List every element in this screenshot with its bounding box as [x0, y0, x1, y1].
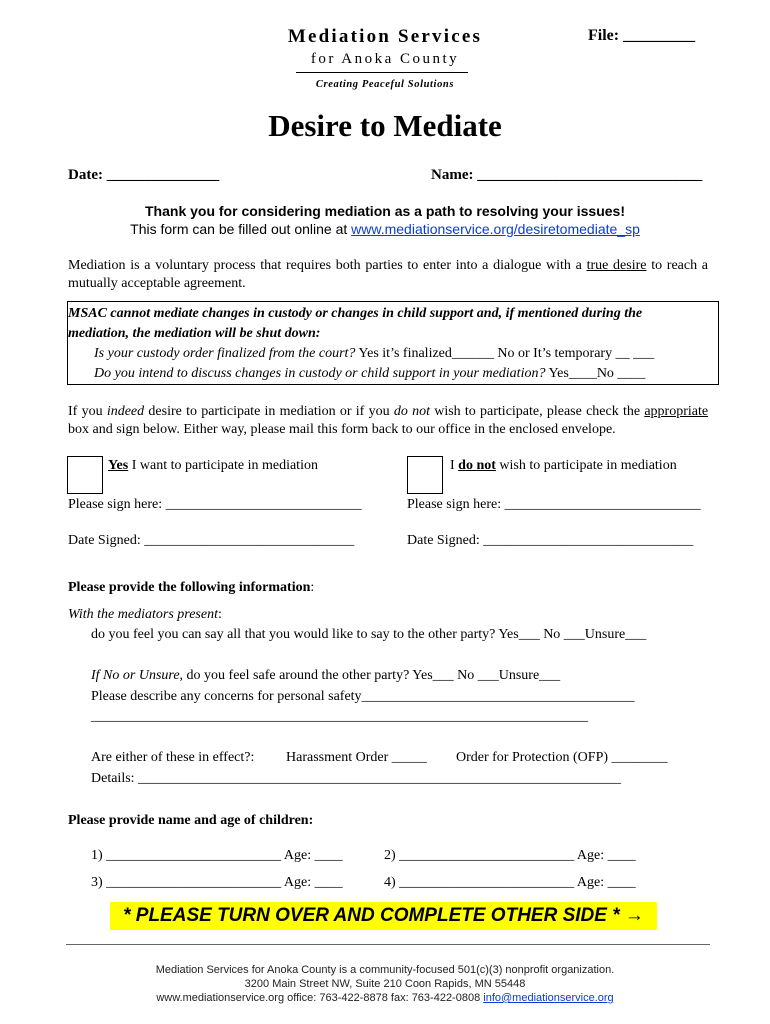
yes-option-label: Yes I want to participate in mediation	[108, 458, 318, 473]
footer-email-link[interactable]: info@mediationservice.org	[483, 992, 614, 1004]
sign-field-right[interactable]: Please sign here: ____________________________	[407, 497, 701, 512]
no-checkbox[interactable]	[407, 456, 443, 494]
org-name: Mediation Services	[287, 26, 483, 47]
support-answer[interactable]: Yes____No ____	[548, 366, 646, 381]
orders-in-effect-label: Are either of these in effect?:	[91, 750, 255, 765]
mediators-present-label: With the mediators present	[68, 607, 218, 622]
child-1-field[interactable]: 1) _________________________ Age: ____	[91, 848, 343, 863]
thanks-text: Thank you for considering mediation as a path to resolving your issues!	[145, 203, 625, 219]
safety-concerns-line-2[interactable]: _______________________________________________________________________	[91, 709, 588, 724]
footer-divider	[66, 944, 710, 945]
online-form-link[interactable]: www.mediationservice.org/desiretomediate_sp	[351, 221, 640, 237]
date-signed-right[interactable]: Date Signed: ______________________________	[407, 533, 694, 548]
info-heading: Please provide the following information:	[68, 580, 315, 595]
feel-safe-question[interactable]: If No or Unsure, do you feel safe around the other party? Yes___ No ___Unsure___	[91, 668, 561, 683]
ofp-field[interactable]: Order for Protection (OFP) ________	[456, 750, 668, 765]
file-field[interactable]: File: _________	[588, 27, 696, 44]
online-line	[0, 221, 770, 237]
no-option-label: I do not wish to participate in mediation	[450, 458, 677, 473]
details-field[interactable]: Details: _____________________________________________________________________	[91, 771, 622, 786]
org-subtitle: for Anoka County	[310, 51, 460, 67]
children-heading: Please provide name and age of children:	[68, 813, 314, 828]
intro-paragraph: Mediation is a voluntary process that requires both parties to enter into a dialogue with a true desire to reach a mutually acceptable agreement.	[68, 258, 709, 291]
footer-line-1: Mediation Services for Anoka County is a community-focused 501(c)(3) nonprofit organization.	[155, 964, 615, 976]
child-4-field[interactable]: 4) _________________________ Age: ____	[384, 875, 636, 890]
msac-notice-box	[67, 301, 719, 385]
child-3-field[interactable]: 3) _________________________ Age: ____	[91, 875, 343, 890]
footer-address: 3200 Main Street NW, Suite 210 Coon Rapids, MN 55448	[244, 978, 526, 990]
yes-checkbox[interactable]	[67, 456, 103, 494]
turn-over-banner: * PLEASE TURN OVER AND COMPLETE OTHER SIDE * →	[110, 902, 657, 930]
instructions-paragraph: If you indeed desire to participate in mediation or if you do not wish to participate, please check the appropriate box and sign below. Either way, please mail this form back to our office in the enclosed envelope.	[68, 404, 709, 437]
true-desire-text: true desire	[586, 258, 647, 273]
footer-contact: www.mediationservice.org office: 763-422-8878 fax: 763-422-0808 info@mediationservice.org	[156, 992, 614, 1004]
safety-concerns-field[interactable]: Please describe any concerns for personal safety_______________________________________	[91, 689, 635, 704]
msac-line-2: mediation, the mediation will be shut down:	[68, 326, 321, 341]
org-tagline: Creating Peaceful Solutions	[315, 79, 455, 90]
custody-question: Is your custody order finalized from the court? Yes it’s finalized______ No or It’s temporary __ ___	[94, 346, 655, 361]
say-all-question[interactable]: do you feel you can say all that you would like to say to the other party? Yes___ No ___Unsure___	[91, 627, 647, 642]
child-2-field[interactable]: 2) _________________________ Age: ____	[384, 848, 636, 863]
org-divider	[296, 72, 468, 73]
support-question: Do you intend to discuss changes in custody or child support in your mediation? Yes____No ____	[94, 366, 646, 381]
date-field[interactable]: Date: _______________	[68, 167, 220, 183]
name-field[interactable]: Name: ______________________________	[431, 167, 703, 183]
online-text: This form can be filled out online at	[130, 221, 348, 237]
date-signed-left[interactable]: Date Signed: ______________________________	[68, 533, 355, 548]
msac-line-1: MSAC cannot mediate changes in custody or changes in child support and, if mentioned during the	[68, 306, 643, 321]
sign-field-left[interactable]: Please sign here: ____________________________	[68, 497, 362, 512]
page-title: Desire to Mediate	[268, 108, 502, 143]
harassment-order-field[interactable]: Harassment Order _____	[286, 750, 427, 765]
custody-answer[interactable]: Yes it’s finalized______ No or It’s temporary __ ___	[358, 346, 655, 361]
